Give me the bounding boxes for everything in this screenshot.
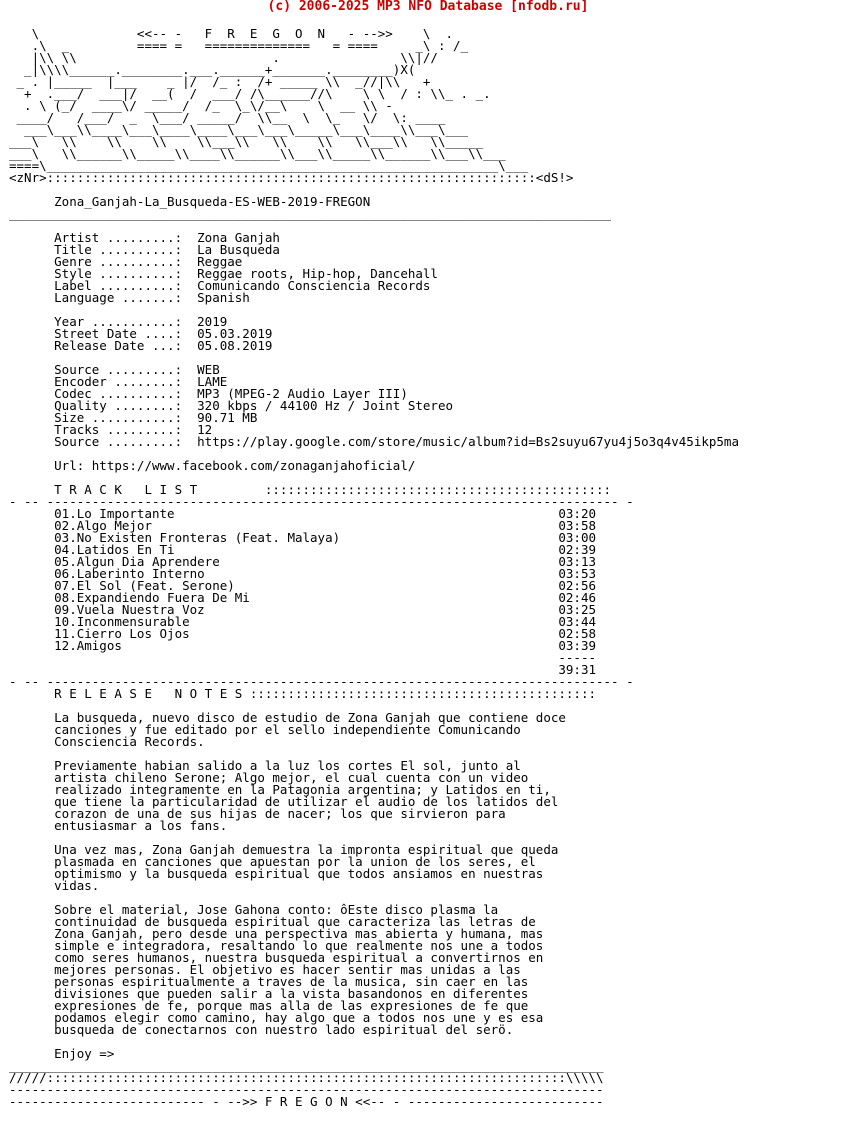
ascii-logo-line: . \ (_/ ____\/ _____/ /_ \_\/__\ \ __ \\ - [9,98,393,113]
info-tracks: Tracks .........: 12 [9,422,213,437]
release-notes-line: corazon de una de sus hijas de nacer; los que sirvieron para [9,806,506,821]
release-notes-line: Previamente habian salido a la luz los cortes El sol, junto al [9,758,521,773]
release-notes-line: artista chileno Serone; Algo mejor, el cual cuenta con un video [9,770,529,785]
release-notes-line: Una vez mas, Zona Ganjah demuestra la impronta espiritual que queda [9,842,559,857]
track-row: 06.Laberinto Interno 03:53 [9,566,596,581]
ascii-logo-line: .\ _ ==== = ============== = ==== _\ : /_ [9,38,469,53]
release-notes-line: La busqueda, nuevo disco de estudio de Zona Ganjah que contiene doce [9,710,566,725]
release-notes-line: que tiene la particularidad de utilizar el audio de los latidos del [9,794,559,809]
info-quality: Quality ........: 320 kbps / 44100 Hz / Joint Stereo [9,398,454,413]
info-encoder: Encoder ........: LAME [9,374,228,389]
info-artist: Artist .........: Zona Ganjah [9,230,280,245]
track-row: 05.Algun Dia Aprendere 03:13 [9,554,596,569]
release-notes-line: canciones y fue editado por el sello independiente Comunicando [9,722,521,737]
info-size: Size ...........: 90.71 MB [9,410,258,425]
ascii-logo-line: _|\\\\______.________.___.______+_______.________)X( [9,62,416,77]
track-row: 01.Lo Importante 03:20 [9,506,596,521]
info-year: Year ...........: 2019 [9,314,228,329]
track-row: 08.Expandiendo Fuera De Mi 02:46 [9,590,596,605]
ascii-logo-line: <zNr>:::::::::::::::::::::::::::::::::::::::::::::::::::::::::::::::::<dS!> [9,170,574,185]
release-notes-line: realizado integramente en la Patagonia argentina; y Latidos en ti, [9,782,551,797]
release-notes-heading: R E L E A S E N O T E S :::::::::::::::::::::::::::::::::::::::::::::: [9,686,596,701]
release-notes-line: Sobre el material, Jose Gahona conto: ôEste disco plasma la [9,902,499,917]
closing-text: Enjoy => [9,1046,115,1061]
release-notes-line: como seres humanos, nuestra busqueda espiritual a convertirnos en [9,950,544,965]
track-row: 12.Amigos 03:39 [9,638,596,653]
info-genre: Genre ..........: Reggae [9,254,243,269]
nfo-database-header: (c) 2006-2025 MP3 NFO Database [nfodb.ru] [267,0,589,14]
release-notes-line: personas espiritualmente a traves de la musica, sin caer en las [9,974,529,989]
track-row: 11.Cierro Los Ojos 02:58 [9,626,596,641]
track-row: 10.Inconmensurable 03:44 [9,614,596,629]
footer-rule: _______________________________________________________________________________ [9,1058,604,1073]
release-notes-line: expresiones de fe, porque mas alla de las expresiones de fe que [9,998,529,1013]
tracklist-heading: T R A C K L I S T :::::::::::::::::::::::::::::::::::::::::::::: [9,482,612,497]
ascii-logo-line: ___\ \\______\\_____\\____\\______\\___\\_____\\______\\___\\___ [9,146,506,161]
release-notes-line: optimismo y la busqueda espiritual que todos ansiamos en nuestras [9,866,544,881]
release-notes-line: podamos elegir como camino, hay algo que a todos nos une y es esa [9,1010,544,1025]
ascii-logo-line: ____/ /___/ _ \___/ _____/ \\__ \ \_ \/ \: ____ [9,110,446,125]
release-notes-line: plasmada en canciones que apuestan por la union de los seres, el [9,854,536,869]
track-row: 04.Latidos En Ti 02:39 [9,542,596,557]
ascii-logo-line: + .___/ ___|/ __( / ___/ /\______//\ \ \ / : \\_ . _. [9,86,491,101]
release-notes-line: divisiones que pueden salir a la vista basandonos en diferentes [9,986,529,1001]
separator-line: ________________________________________________________________________________ [9,206,612,221]
info-source-url: Source .........: https://play.google.com/store/music/album?id=Bs2suyu67yu4j5o3q4v45ikp5ma [9,434,739,449]
nfo-document [9,16,739,1108]
info-codec: Codec ..........: MP3 (MPEG-2 Audio Layer III) [9,386,408,401]
total-time: 39:31 [9,662,596,677]
separator-line: - -- ---------------------------------------------------------------------------- - [9,494,634,509]
release-notes-line: vidas. [9,878,100,893]
info-record-label: Label ..........: Comunicando Consciencia Records [9,278,431,293]
ascii-logo-line: ====\____________________________________________________________\___ [9,158,529,173]
info-language: Language .......: Spanish [9,290,250,305]
track-row: 03.No Existen Fronteras (Feat. Malaya) 03:00 [9,530,596,545]
separator-line: - -- ---------------------------------------------------------------------------- - [9,674,634,689]
url-line: Url: https://www.facebook.com/zonaganjahoficial/ [9,458,416,473]
track-row: 09.Vuela Nuestra Voz 03:25 [9,602,596,617]
info-release-date: Release Date ...: 05.08.2019 [9,338,273,353]
release-notes-line: busqueda de conectarnos con nuestro lado espiritual del serö. [9,1022,514,1037]
ascii-logo-line: ___\___\\____\___\____\____\___\___\_____\___\____\\___\___ [9,122,469,137]
ascii-logo-line: |\\ \\ . \\|// [9,50,438,65]
footer-rule: ------------------------------------------------------------------------------- [9,1082,604,1097]
release-name: Zona_Ganjah-La_Busqueda-ES-WEB-2019-FREGON [9,194,371,209]
release-notes-line: continuidad de busqueda espiritual que caracteriza las letras de [9,914,536,929]
track-row: 07.El Sol (Feat. Serone) 02:56 [9,578,596,593]
info-street-date: Street Date ....: 05.03.2019 [9,326,273,341]
release-notes-line: mejores personas. El objetivo es hacer sentir mas unidas a las [9,962,521,977]
ascii-logo-line: ___\ \\ \\ \\ \\___\\ \\ \\ \\___\\ \\_____ [9,134,484,149]
release-notes-line: Zona Ganjah, pero desde una perspectiva mas abierta y humana, mas [9,926,544,941]
footer-border: /////:::::::::::::::::::::::::::::::::::::::::::::::::::::::::::::::::::::\\\\\ [9,1070,604,1085]
ascii-logo-line: \ <<-- - F R E G O N - -->> \ . [9,26,454,41]
footer-signature: -------------------------- - -->> F R E G O N <<-- - -------------------------- [9,1094,604,1109]
total-separator: ----- [9,650,596,665]
info-title: Title ..........: La Busqueda [9,242,280,257]
ascii-logo-line: _ . |_____ |___ _ |/ /_ : /+ _____ \\ _//|\\ + [9,74,431,89]
release-notes-line: Consciencia Records. [9,734,205,749]
release-notes-line: simple e integradora, resaltando lo que realmente nos une a todos [9,938,544,953]
info-source: Source .........: WEB [9,362,220,377]
release-notes-line: entusiasmar a los fans. [9,818,228,833]
track-row: 02.Algo Mejor 03:58 [9,518,596,533]
info-style: Style ..........: Reggae roots, Hip-hop, Dancehall [9,266,438,281]
